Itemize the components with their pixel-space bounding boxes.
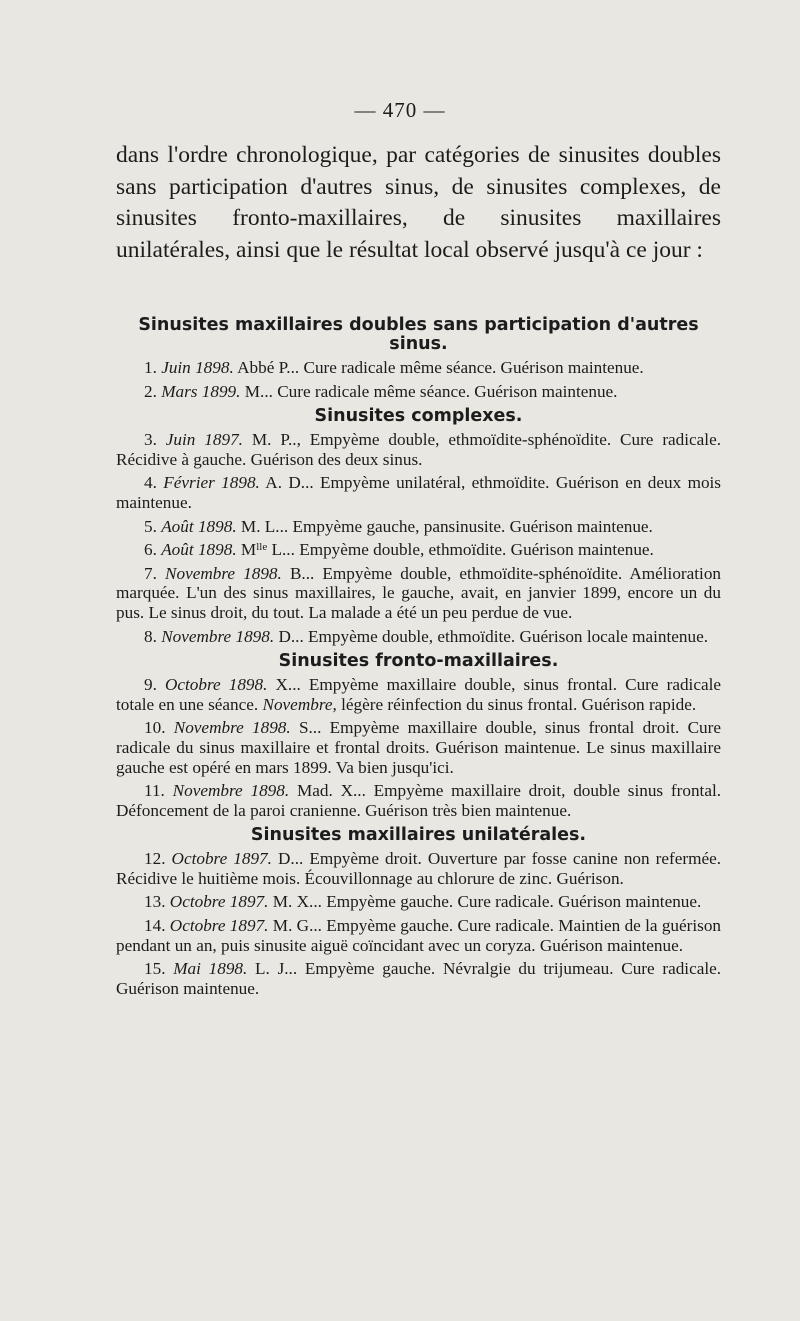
entry-number: 5. [144,516,157,536]
list-item [116,430,721,469]
entry-text: M. G... Empyème gauche. Cure radicale. Maintien de la guérison pendant un an, puis sinusite aiguë coïncidant avec un coryza. Guérison maintenue. [116,916,722,955]
list-item [116,781,721,820]
section-heading: Sinusites complexes. [314,406,523,427]
list-item [116,382,721,402]
list-item [116,916,721,955]
list-item [116,358,721,378]
list-item [116,473,721,512]
entry-number: 6. [144,540,157,560]
entry-date: Octobre 1897. [169,892,269,912]
entry-number: 11. [144,781,165,801]
section-heading: Sinusites maxillaires unilatérales. [250,825,587,846]
entry-number: 10. [144,718,166,738]
entry-number: 8. [144,626,157,646]
entry-text: L. J... Empyème gauche. Névralgie du trijumeau. Cure radicale. Guérison maintenue. [116,959,722,998]
entry-text-after: légère réinfection du sinus frontal. Guérison rapide. [341,694,697,714]
entry-number: 7. [144,563,157,583]
entry-number: 12. [144,849,166,869]
entry-title-prefix: M [240,540,257,560]
entry-text: B... Empyème double, ethmoïdite-sphénoïdite. Amélioration marquée. L'un des sinus maxillaires, le gauche, avait, en janvier 1899, encore un du pus. Le sinus droit, du tout. La malade a été un peu perdue de vue. [116,563,722,622]
entry-number: 15. [144,959,166,979]
entry-text: S... Empyème maxillaire double, sinus frontal droit. Cure radicale du sinus maxillaire et frontal droits. Guérison maintenue. Le sinus maxillaire gauche est opéré en mars 1899. Va bien jusqu'ici. [116,718,722,777]
entry-text: Mad. X... Empyème maxillaire droit, double sinus frontal. Défoncement de la paroi cranienne. Guérison très bien maintenue. [116,781,722,820]
list-item [116,517,721,537]
entry-date: Octobre 1897. [171,849,272,869]
entry-text: X... Empyème maxillaire double, sinus frontal. Cure radicale totale en une séance. [116,675,721,714]
entry-date: Juin 1897. [165,430,243,450]
entry-number: 3. [144,430,157,450]
entry-number: 13. [144,892,166,912]
entry-date: Novembre 1898. [161,626,275,646]
entry-date: Mars 1899. [161,381,241,401]
entry-title-superscript: lle [256,541,268,554]
entry-text: M. P.., Empyème double, ethmoïdite-sphénoïdite. Cure radicale. Récidive à gauche. Guérison des deux sinus. [116,430,722,469]
intro-paragraph: dans l'ordre chronologique, par catégories de sinusites doubles sans participation d'autres sinus, de sinusites complexes, de sinusites fronto-maxillaires, de sinusites maxillaires unilatérales, ainsi que le résultat local observé jusqu'à ce jour : [116,142,721,263]
entry-text: L... Empyème double, ethmoïdite. Guérison maintenue. [271,540,654,560]
list-item [116,540,721,560]
entry-text: D... Empyème droit. Ouverture par fosse canine non refermée. Récidive le huitième mois. Écouvillonnage au chlorure de zinc. Guérison. [116,849,722,888]
page-number: — 470 — [354,98,446,122]
entry-date: Octobre 1897. [169,916,269,936]
entry-emphasis: Novembre, [262,694,337,714]
entry-text: M... Cure radicale même séance. Guérison maintenue. [244,381,618,401]
entry-date: Novembre 1898. [173,718,291,738]
entry-date: Mai 1898. [173,959,248,979]
entry-number: 9. [144,675,157,695]
section-heading: Sinusites maxillaires doubles sans participation d'autres sinus. [138,315,699,354]
entry-date: Février 1898. [163,473,260,493]
section-heading: Sinusites fronto-maxillaires. [278,651,559,672]
entry-text: A. D... Empyème unilatéral, ethmoïdite. Guérison en deux mois maintenue. [116,473,721,512]
list-item [116,564,721,623]
list-item [116,627,721,647]
entry-number: 2. [144,381,157,401]
entry-number: 14. [144,916,166,936]
entry-text: Abbé P... Cure radicale même séance. Guérison maintenue. [237,358,644,377]
entry-date: Novembre 1898. [165,563,282,583]
entry-date: Juin 1898. [161,358,234,377]
entry-text: D... Empyème double, ethmoïdite. Guérison locale maintenue. [278,626,709,646]
entry-date: Octobre 1898. [164,675,268,695]
page-body [116,310,721,1002]
entry-number: 4. [144,473,157,493]
entry-text: M. X... Empyème gauche. Cure radicale. Guérison maintenue. [272,892,702,912]
entry-date: Août 1898. [161,540,237,560]
entry-date: Août 1898. [161,516,237,536]
list-item [116,675,721,714]
entry-number: 1. [144,358,157,377]
entry-date: Novembre 1898. [172,781,290,801]
list-item [116,959,721,998]
entry-text: M. L... Empyème gauche, pansinusite. Guérison maintenue. [240,516,653,536]
list-item [116,718,721,777]
list-item [116,892,721,912]
list-item [116,849,721,888]
